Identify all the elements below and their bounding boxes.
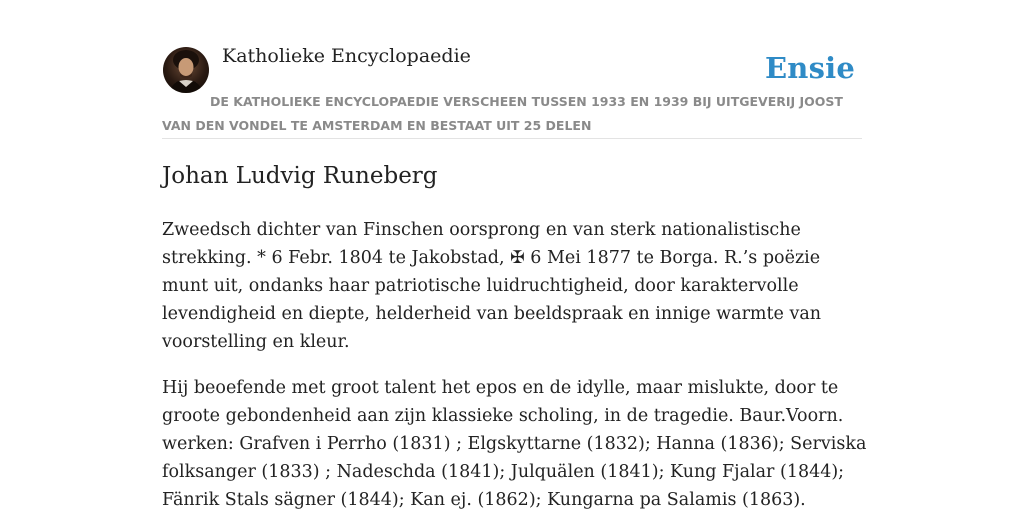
site-name[interactable]: Katholieke Encyclopaedie <box>222 45 471 67</box>
article-paragraph: Zweedsch dichter van Finschen oorsprong en van sterk nationalistische strekking. * 6 Febr. 1804 te Jakobstad, ✠ 6 Mei 1877 te Borga. R.’s poëzie munt uit, ondanks haar patriotische luidruchtigheid, door karaktervolle levendigheid en diepte, helderheid van beeldspraak en innige warmte van voorstelling en kleur. <box>162 220 822 352</box>
article-paragraph: Hij beoefende met groot talent het epos en de idylle, maar mislukte, door te groote gebondenheid aan zijn klassieke scholing, in de tragedie. Baur.Voorn. werken: Grafven i Perrho (1831) ; Elgskyttarne (1832); Hanna (1836); Serviska folksanger (1833) ; Nadeschda (1841); Julquälen (1841); Kung Fjalar (1844); Fänrik Stals sägner (1844); Kan ej. (1862); Kungarna pa Salamis (1863). <box>162 378 867 510</box>
ensie-logo-link[interactable]: Ensie <box>765 51 855 85</box>
article-body <box>162 216 868 512</box>
header-divider <box>162 138 862 139</box>
article-title: Johan Ludvig Runeberg <box>162 163 438 189</box>
portrait-avatar-icon[interactable] <box>163 47 209 93</box>
portrait-icon <box>163 47 209 93</box>
site-description: DE KATHOLIEKE ENCYCLOPAEDIE VERSCHEEN TUSSEN 1933 EN 1939 BIJ UITGEVERIJ JOOST VAN DEN VONDEL TE AMSTERDAM EN BESTAAT UIT 25 DELEN <box>162 94 843 133</box>
